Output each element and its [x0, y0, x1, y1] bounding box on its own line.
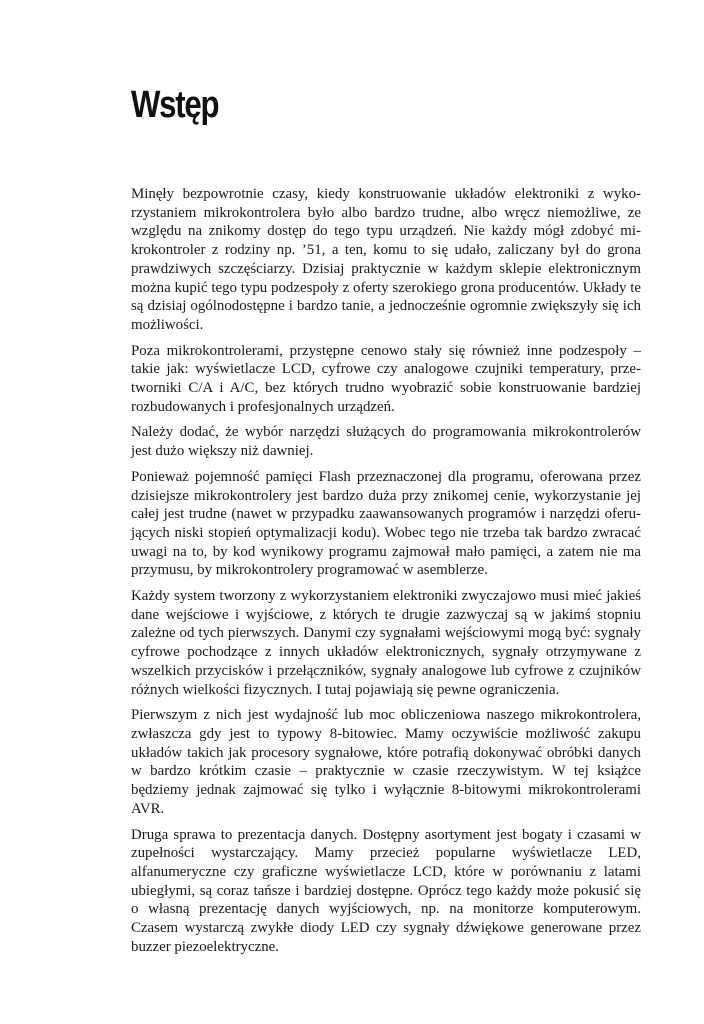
- paragraph: Należy dodać, że wybór narzędzi służących do programowania mikrokontrolerów jest dużo większy niż dawniej.: [131, 424, 641, 460]
- paragraph: Minęły bezpowrotnie czasy, kiedy konstruowanie układów elektroniki z wykorzystaniem mikrokontrolera było albo bardzo trudne, albo wręcz niemożliwe, ze względu na znikomy dostęp do tego typu urządzeń. Nie każdy mógł zdobyć mikrokontroler z rodziny np. ’51, a ten, komu to się udało, zaliczany był do grona prawdziwych szczęściarzy. Dzisiaj praktycznie w każdym sklepie elektronicznym można kupić tego typu podzespoły z oferty szerokiego grona producentów. Układy te są dzisiaj ogólnodostępne i bardzo tanie, a jednocześnie ogromnie zwiększyły się ich możliwości.: [131, 186, 641, 333]
- paragraph: Pierwszym z nich jest wydajność lub moc obliczeniowa naszego mikrokontrolera, zwłaszcza gdy jest to typowy 8-bitowiec. Mamy oczywiście możliwość zakupu układów takich jak procesory sygnałowe, które potrafią dokonywać obróbki danych w bardzo krótkim czasie – praktycznie w czasie rzeczywistym. W tej książce będziemy jednak zajmować się tylko i wyłącznie 8-bitowymi mikrokontrolerami AVR.: [131, 707, 641, 817]
- document-page: [131, 0, 641, 1024]
- page-title: Wstęp: [131, 84, 219, 126]
- paragraph: Poza mikrokontrolerami, przystępne cenowo stały się również inne podzespoły – takie jak: wyświetlacze LCD, cyfrowe czy analogowe czujniki temperatury, przetworniki C/A i A/C, bez których trudno wyobrazić sobie konstruowanie bardziej rozbudowanych i profesjonalnych urządzeń.: [131, 342, 641, 415]
- paragraph: Ponieważ pojemność pamięci Flash przeznaczonej dla programu, oferowana przez dzisiejsze mikrokontrolery jest bardzo duża przy znikomej cenie, wykorzystanie jej całej jest trudne (nawet w przypadku zaawansowanych programów i narzędzi oferujących niski stopień optymalizacji kodu). Wobec tego nie trzeba tak bardzo zwracać uwagi na to, by kod wynikowy programu zajmował mało pamięci, a zatem nie ma przymusu, by mikrokontrolery programować w asemblerze.: [131, 468, 641, 579]
- document-body: [131, 185, 641, 963]
- paragraph: Każdy system tworzony z wykorzystaniem elektroniki zwyczajowo musi mieć jakieś dane wejściowe i wyjściowe, z których te drugie zazwyczaj są w jakimś stopniu zależne od tych pierwszych. Danymi czy sygnałami wejściowymi mogą być: sygnały cyfrowe pochodzące z innych układów elektronicznych, sygnały otrzymywane z wszelkich przycisków i przełączników, sygnały analogowe lub cyfrowe z czujników różnych wielkości fizycznych. I tutaj pojawiają się pewne ograniczenia.: [131, 588, 641, 698]
- paragraph: Druga sprawa to prezentacja danych. Dostępny asortyment jest bogaty i czasami w zupełności wystarczający. Mamy przecież popularne wyświetlacze LED, alfanumeryczne czy graficzne wyświetlacze LCD, które w porównaniu z latami ubiegłymi, są coraz tańsze i bardziej dostępne. Oprócz tego każdy może pokusić się o własną prezentację danych wyjściowych, np. na monitorze komputerowym. Czasem wystarczą zwykłe diody LED czy sygnały dźwiękowe generowane przez buzzer piezoelektryczne.: [131, 826, 641, 955]
